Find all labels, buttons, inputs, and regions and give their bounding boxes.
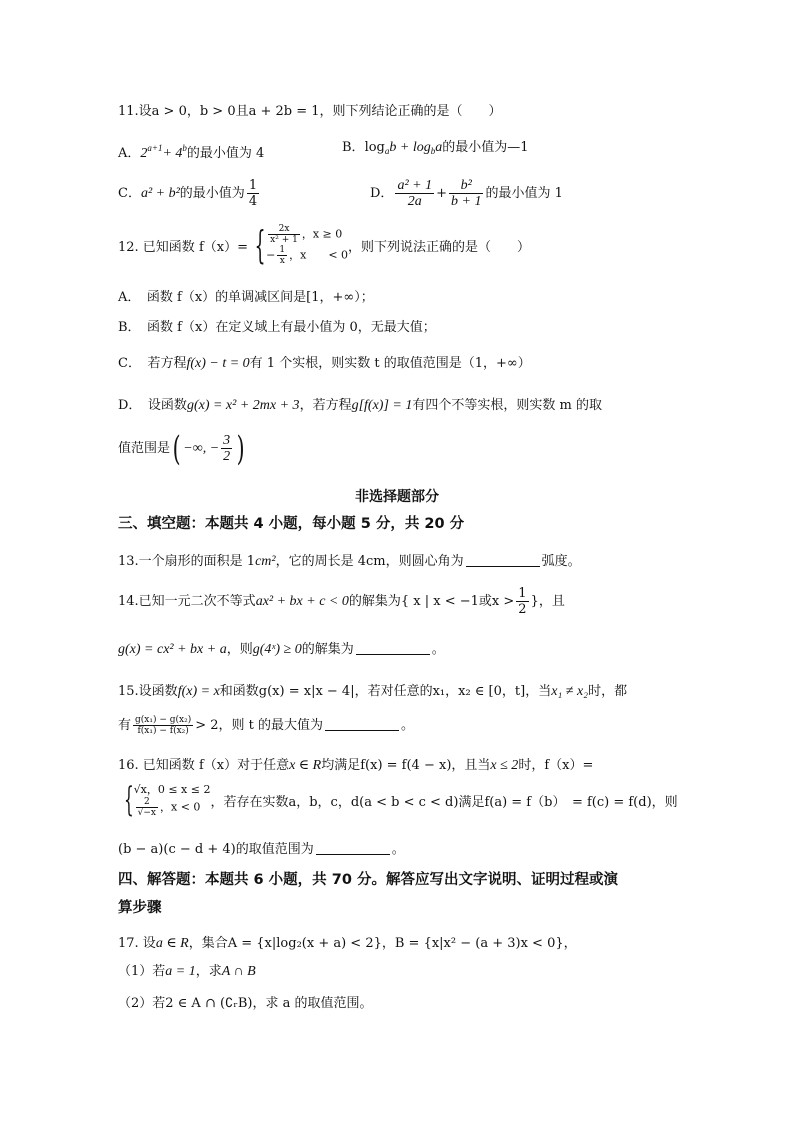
q16-line3: (b − a)(c − d + 4)的取值范围为 。 — [118, 842, 405, 857]
q11-option-a: A．$2^{a+1}+ 4^b$的最小值为 4 — [118, 143, 265, 161]
q14-line1: 14.已知一元二次不等式ax² + bx + c < 0的解集为{ x | x < −1或x > $\frac{1}{2}$ }，且 — [118, 586, 565, 617]
q12-option-d-cont: 值范围是( −∞, − $\frac{3}{2}$ ) — [118, 428, 245, 469]
brace: { — [123, 780, 134, 820]
section4-title-line2: 算步骤 — [118, 900, 162, 916]
q13: 13.一个扇形的面积是 1cm²，它的周长是 4cm，则圆心角为 弧度。 — [118, 554, 581, 569]
q17-part2: （2）若2 ∈ A ∩ (∁ᵣB)，求 a 的取值范围。 — [118, 996, 373, 1011]
answer-blank[interactable] — [466, 554, 540, 567]
answer-blank[interactable] — [316, 842, 390, 855]
q11-option-b: B．$\log_ab + \log_ba$的最小值为—1 — [342, 140, 529, 156]
q12-option-d: D． 设函数g(x) = x² + 2mx + 3，若方程g[f(x)] = 1有四个不等实根，则实数 m 的取 — [118, 398, 602, 413]
q14-line2: g(x) = cx² + bx + a，则g(4ˣ) ≥ 0的解集为 。 — [118, 642, 445, 657]
brace: { — [254, 223, 266, 267]
answer-blank[interactable] — [356, 642, 430, 655]
answer-blank[interactable] — [325, 718, 399, 731]
q11-option-d: D． $\frac{\text{a² + 1}}{2a}$ + $\frac{\text{b²}}{b + 1}$ 的最小值为 1 — [370, 178, 563, 209]
q15-line1: 15.设函数f(x) = x和函数g(x) = x|x − 4|，若对任意的x₁，x₂ ∈ [0，t]，当x₁ ≠ x₂时，都 — [118, 684, 628, 699]
q12-stem: 12. 已知函数 f（x）= { $\frac{2x}{\text{x² + 1}}$ ，x ≥ 0 − $\frac{1}{x}$ ，x < 0 ，则下列说法正确的是（ ） — [118, 223, 531, 267]
section-nonselect-title: 非选择题部分 — [355, 489, 439, 505]
q11-stem: 11.设a > 0，b > 0且a + 2b = 1，则下列结论正确的是（ ） — [118, 104, 502, 119]
section3-title: 三、填空题：本题共 4 小题，每小题 5 分，共 20 分 — [118, 516, 465, 532]
piecewise-cases: √x，0 ≤ x ≤ 2 $\frac{2}{√-x}$ ，x < 0 — [133, 783, 211, 818]
q12-option-a: A． 函数 f（x）的单调减区间是[1，+∞）； — [118, 290, 374, 305]
q11-option-c: C．a² + b²的最小值为 $\frac{1}{4}$ — [118, 178, 258, 209]
q12-option-c: C． 若方程f(x) − t = 0有 1 个实根，则实数 t 的取值范围是（1，+∞） — [118, 356, 531, 371]
q12-option-b: B． 函数 f（x）在定义域上有最小值为 0，无最大值； — [118, 320, 436, 335]
q15-line2: 有 $\frac{\text{g(x₁) − g(x₂)}}{\text{f(x₁) − f(x₂)}}$ > 2，则 t 的最大值为 。 — [118, 715, 415, 736]
q16-line2: { √x，0 ≤ x ≤ 2 $\frac{2}{√-x}$ ，x < 0 ，若存在实数a，b，c，d(a < b < c < d)满足f(a) = f（b） = f(c) = f(d)，则 — [123, 780, 678, 820]
piecewise-cases: $\frac{2x}{\text{x² + 1}}$ ，x ≥ 0 − $\frac{1}{x}$ ，x < 0 — [266, 224, 349, 266]
q17-part1: （1）若a = 1，求A ∩ B — [118, 964, 256, 979]
section4-title-line1: 四、解答题：本题共 6 小题，共 70 分。解答应写出文字说明、证明过程或演 — [118, 872, 618, 888]
q16-line1: 16. 已知函数 f（x）对于任意x ∈ R均满足f(x) = f(4 − x)，且当x ≤ 2时，f（x）= — [118, 758, 594, 773]
q17-stem: 17. 设a ∈ R，集合A = {x|log₂(x + a) < 2}，B = {x|x² − (a + 3)x < 0}， — [118, 936, 577, 951]
